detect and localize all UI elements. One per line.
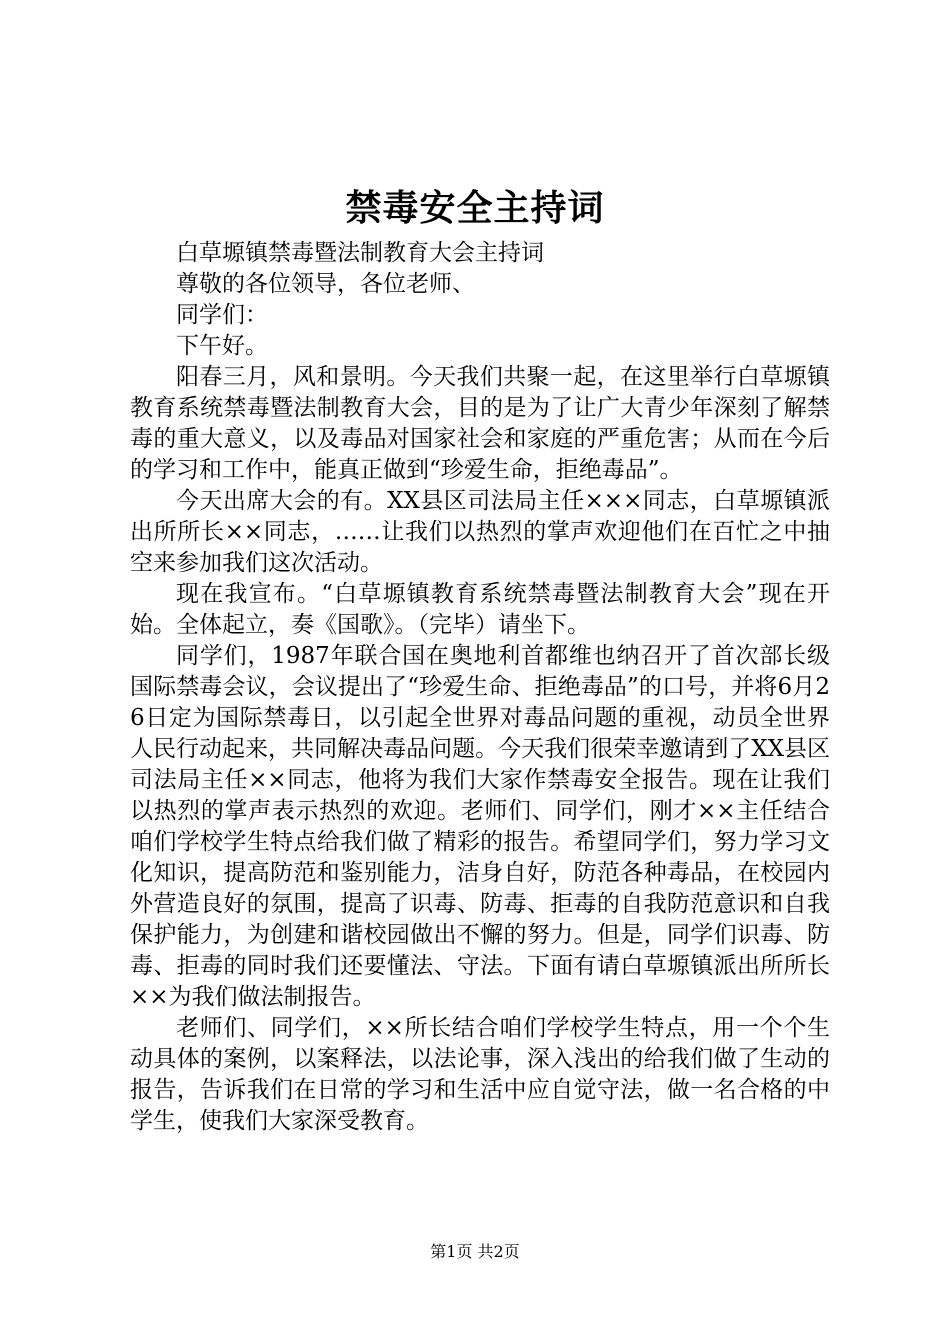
paragraph-salutation-students: 同学们： [176, 302, 268, 328]
paragraph-attendees: 今天出席大会的有。XX县区司法局主任×××同志，白草塬镇派出所所长××同志，……让我们以热烈的掌声欢迎他们在百忙之中抽空来参加我们这次活动。 [130, 488, 830, 576]
page-title: 禁毒安全主持词 [345, 187, 605, 229]
paragraph-announcement: 现在我宣布。“白草塬镇教育系统禁毒暨法制教育大会”现在开始。全体起立，奏《国歌》。（完毕）请坐下。 [130, 581, 830, 638]
paragraph-heading: 白草塬镇禁毒暨法制教育大会主持词 [176, 240, 544, 266]
document-body [130, 238, 830, 1137]
page-number: 第1页 共2页 [430, 1242, 520, 1261]
paragraph-opening: 阳春三月，风和景明。今天我们共聚一起，在这里举行白草塬镇教育系统禁毒暨法制教育大会，目的是为了让广大青少年深刻了解禁毒的重大意义，以及毒品对国家社会和家庭的严重危害；从而在今后的学习和工作中，能真正做到“珍爱生命，拒绝毒品”。 [130, 364, 830, 483]
paragraph-salutation: 尊敬的各位领导，各位老师、 [176, 271, 475, 297]
paragraph-report-intro: 同学们，1987年联合国在奥地利首都维也纳召开了首次部长级国际禁毒会议，会议提出了“珍爱生命、拒绝毒品”的口号，并将6月26日定为国际禁毒日，以引起全世界对毒品问题的重视，动员全世界人民行动起来，共同解决毒品问题。今天我们很荣幸邀请到了XX县区司法局主任××同志，他将为我们大家作禁毒安全报告。现在让我们以热烈的掌声表示热烈的欢迎。老师们、同学们，刚才××主任结合咱们学校学生特点给我们做了精彩的报告。希望同学们，努力学习文化知识，提高防范和鉴别能力，洁身自好，防范各种毒品，在校园内外营造良好的氛围，提高了识毒、防毒、拒毒的自我防范意识和自我保护能力，为创建和谐校园做出不懈的努力。但是，同学们识毒、防毒、拒毒的同时我们还要懂法、守法。下面有请白草塬镇派出所所长××为我们做法制报告。 [130, 643, 830, 1010]
paragraph-greeting: 下午好。 [176, 333, 268, 359]
paragraph-closing: 老师们、同学们，××所长结合咱们学校学生特点，用一个个生动具体的案例，以案释法，以法论事，深入浅出的给我们做了生动的报告，告诉我们在日常的学习和生活中应自觉守法，做一名合格的中学生，使我们大家深受教育。 [130, 1015, 830, 1134]
